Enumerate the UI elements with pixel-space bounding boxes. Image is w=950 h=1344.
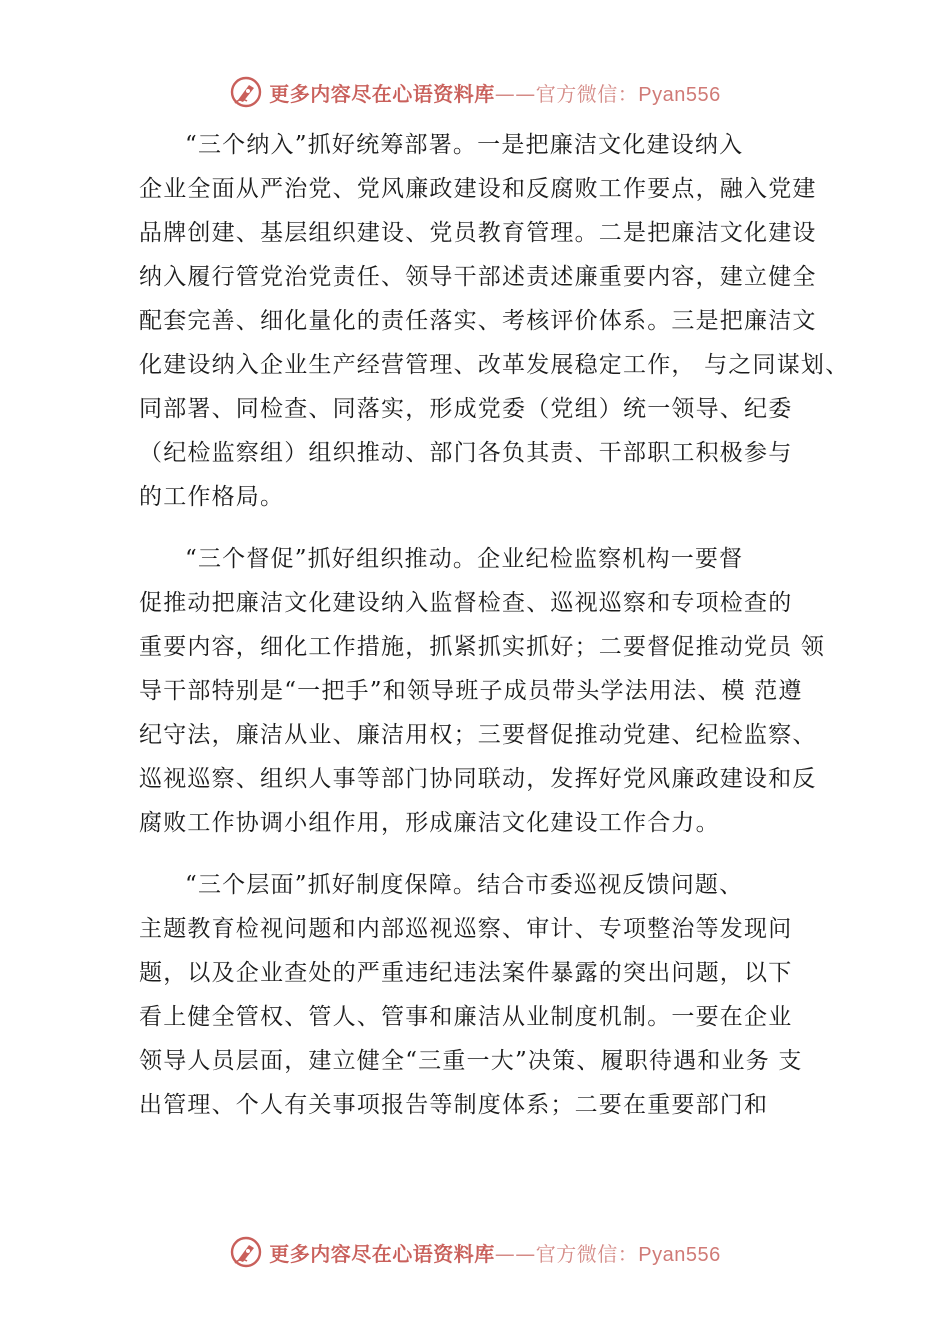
text-line: 同部署、同检查、同落实，形成党委（党组）统一领导、纪委 — [139, 396, 793, 422]
paragraph — [139, 123, 859, 519]
watermark-wechat-id: Pyan556 — [638, 83, 721, 106]
paragraph — [139, 863, 859, 1127]
text-line: 巡视巡察、组织人事等部门协同联动，发挥好党风廉政建设和反 — [139, 766, 817, 792]
text-line: 腐败工作协调小组作用，形成廉洁文化建设工作合力。 — [139, 810, 720, 836]
watermark-text — [269, 1238, 720, 1267]
text-line: 促推动把廉洁文化建设纳入监督检查、巡视巡察和专项检查的 — [139, 590, 793, 616]
text-line: 主题教育检视问题和内部巡视巡察、审计、专项整治等发现问 — [139, 916, 793, 942]
text-line: 出管理、个人有关事项报告等制度体系；二要在重要部门和 — [139, 1092, 769, 1118]
document-body — [139, 123, 859, 1145]
text-line: 导干部特别是“一把手”和领导班子成员带头学法用法、模 范遵 — [139, 678, 803, 704]
text-line: 企业全面从严治党、党风廉政建设和反腐败工作要点，融入党建 — [139, 176, 817, 202]
watermark-site-name: 更多内容尽在心语资料库 — [269, 81, 495, 106]
watermark-label: 官方微信： — [535, 81, 639, 106]
text-line: “三个纳入”抓好统筹部署。一是把廉洁文化建设纳入 — [185, 132, 744, 158]
watermark-wechat-id: Pyan556 — [638, 1243, 721, 1266]
text-line: （纪检监察组）组织推动、部门各负其责、干部职工积极参与 — [139, 440, 793, 466]
text-line: 纪守法，廉洁从业、廉洁用权；三要督促推动党建、纪检监察、 — [139, 722, 817, 748]
text-line: 题，以及企业查处的严重违纪违法案件暴露的突出问题，以下 — [139, 960, 793, 986]
text-line: 配套完善、细化量化的责任落实、考核评价体系。三是把廉洁文 — [139, 308, 817, 334]
text-line: “三个督促”抓好组织推动。企业纪检监察机构一要督 — [185, 546, 744, 572]
text-line: “三个层面”抓好制度保障。结合市委巡视反馈问题、 — [185, 872, 744, 898]
text-line: 看上健全管权、管人、管事和廉洁从业制度机制。一要在企业 — [139, 1004, 793, 1030]
watermark-text — [269, 78, 720, 107]
watermark-site-name: 更多内容尽在心语资料库 — [269, 1241, 495, 1266]
text-line: 纳入履行管党治党责任、领导干部述责述廉重要内容，建立健全 — [139, 264, 817, 290]
text-line: 领导人员层面，建立健全“三重一大”决策、履职待遇和业务 支 — [139, 1048, 803, 1074]
text-line: 化建设纳入企业生产经营管理、改革发展稳定工作， 与之同谋划、 — [139, 352, 850, 378]
text-line: 重要内容，细化工作措施，抓紧抓实抓好；二要督促推动党员 领 — [139, 634, 826, 660]
watermark-footer — [0, 1232, 950, 1272]
pen-nib-circle-icon — [229, 1235, 263, 1269]
pen-nib-circle-icon — [229, 75, 263, 109]
paragraph — [139, 537, 859, 845]
text-line: 的工作格局。 — [139, 484, 285, 510]
watermark-separator: —— — [494, 81, 536, 106]
watermark-separator: —— — [494, 1241, 536, 1266]
watermark-header — [0, 72, 950, 112]
text-line: 品牌创建、基层组织建设、党员教育管理。二是把廉洁文化建设 — [139, 220, 817, 246]
watermark-label: 官方微信： — [535, 1241, 639, 1266]
